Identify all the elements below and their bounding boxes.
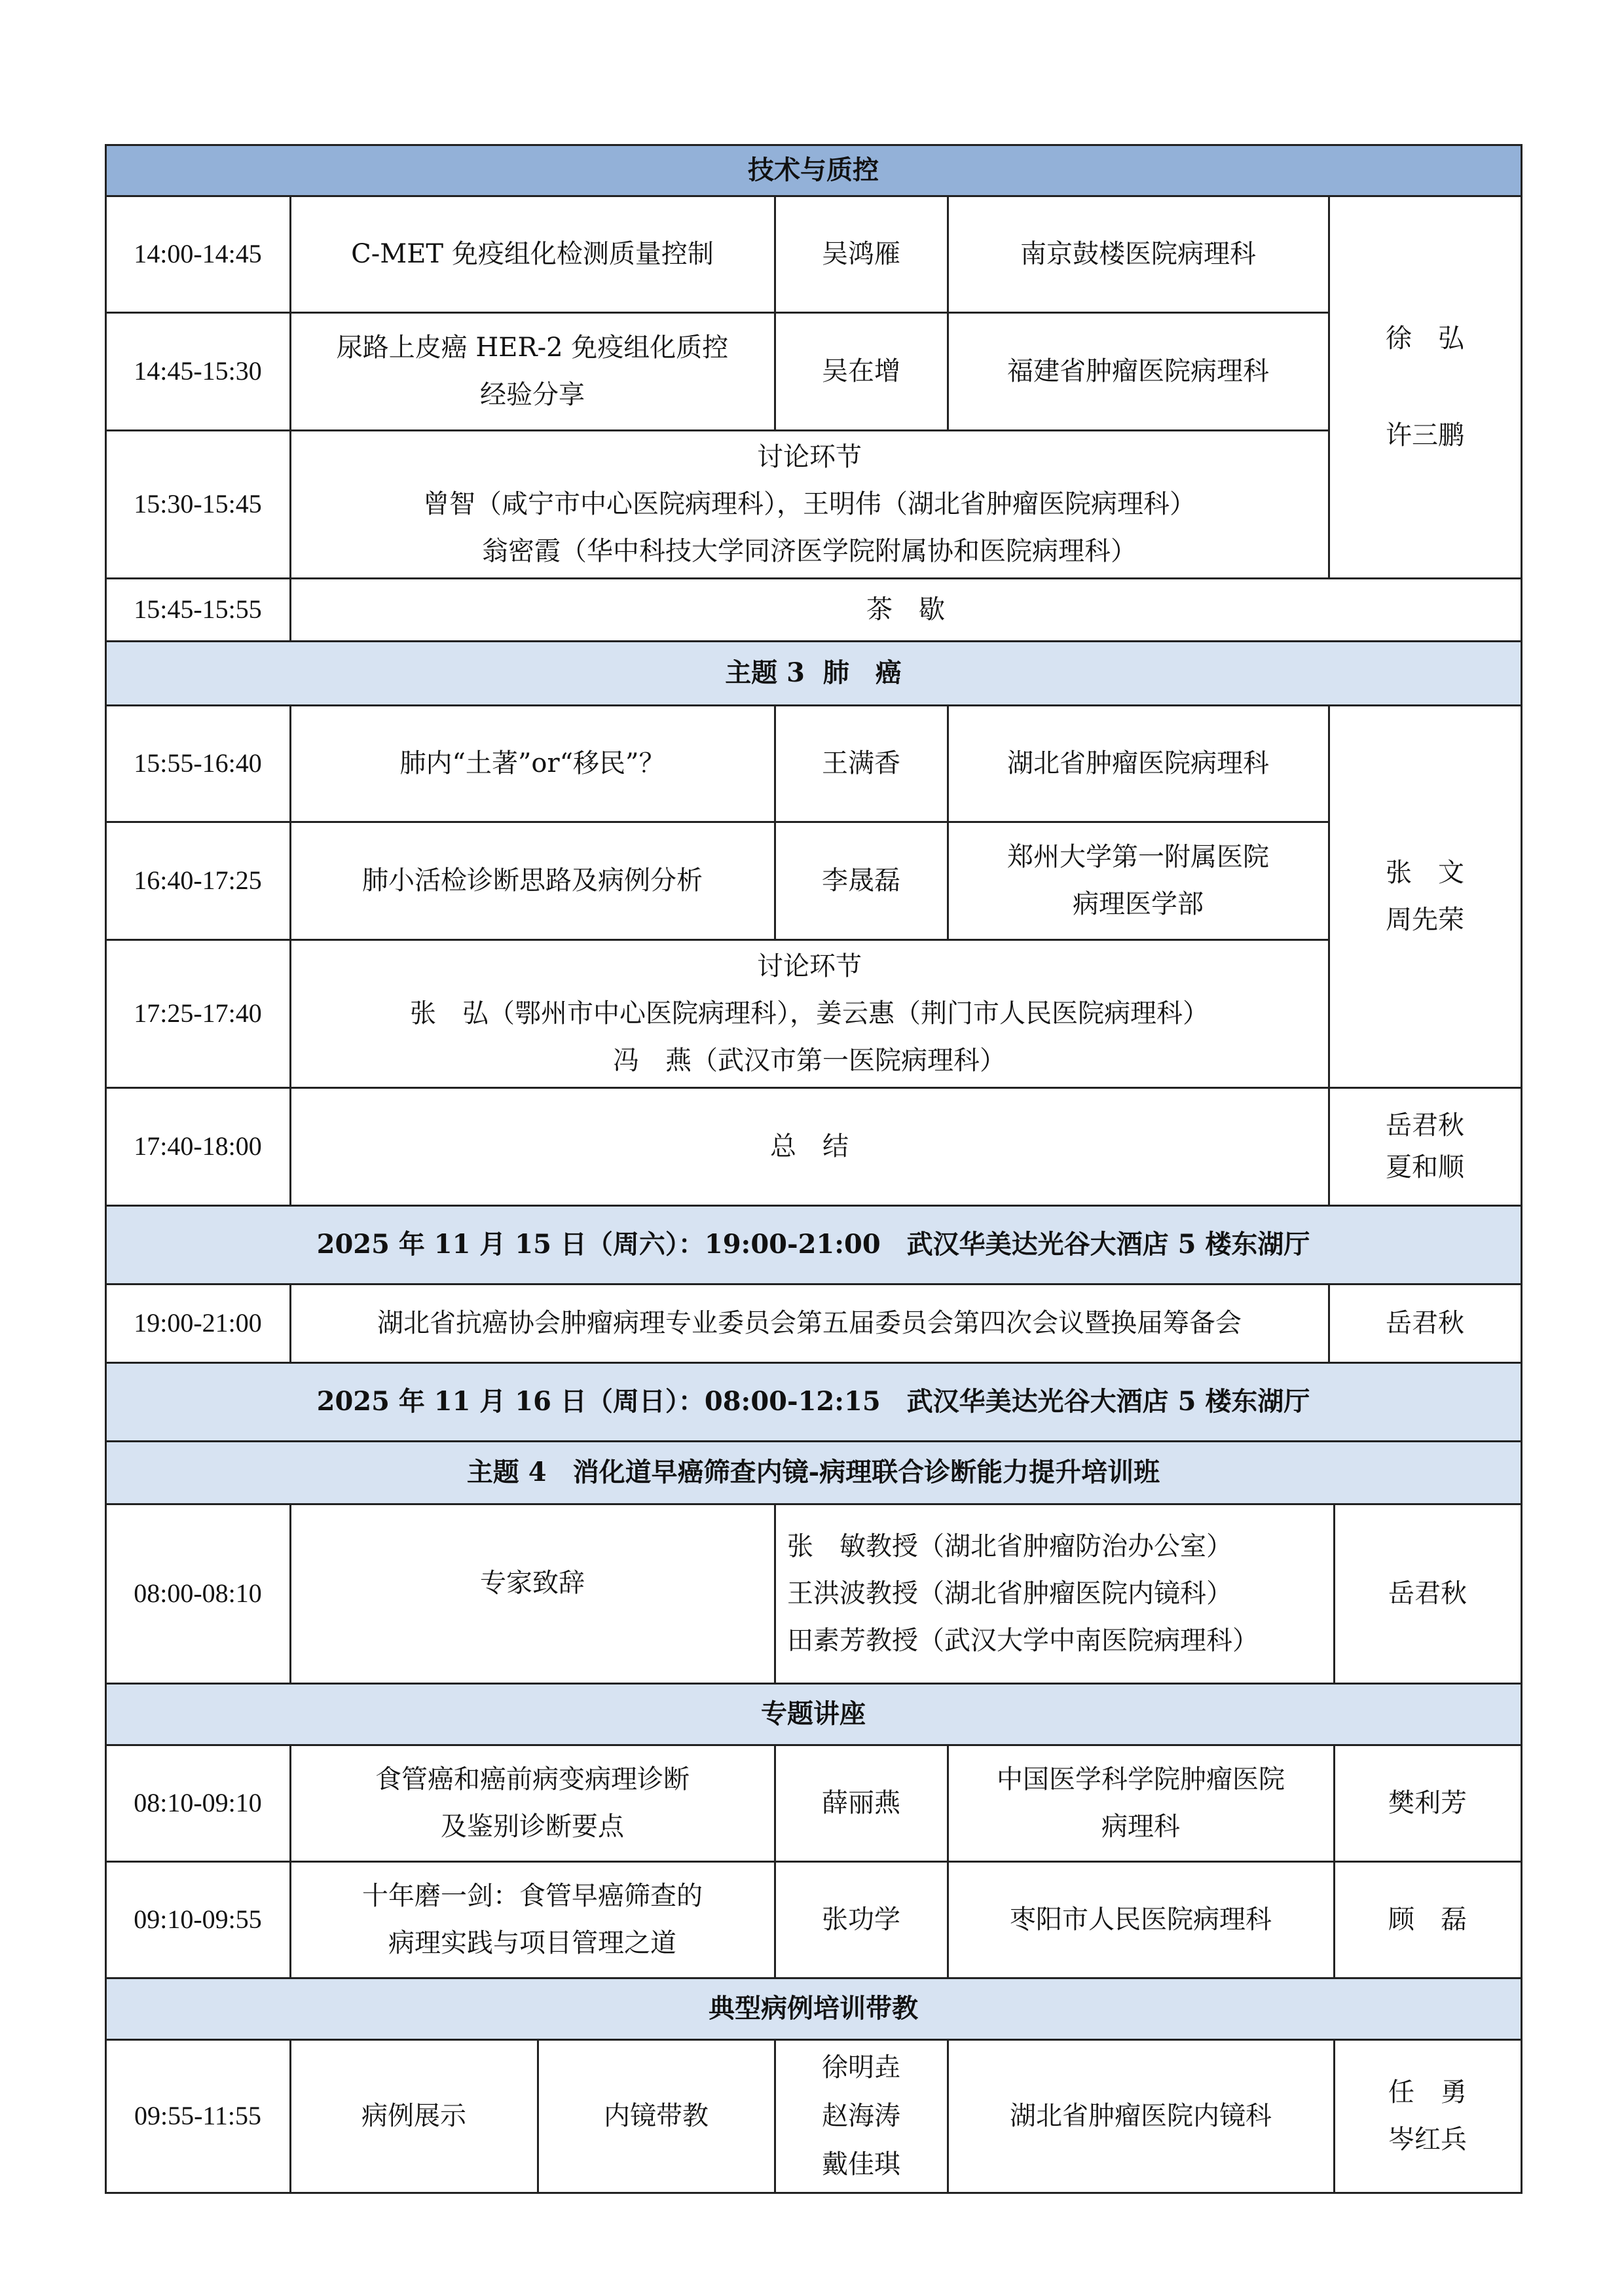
speaker-cell: 王满香 bbox=[822, 748, 900, 778]
day-banner-16: 2025 年 11 月 16 日（周日）：08:00-12:15 武汉华美达光谷大酒店 5 楼东湖厅 bbox=[316, 1386, 1310, 1417]
speaker-name: 戴佳琪 bbox=[822, 2149, 900, 2179]
topic-cell: C-MET 免疫组化检测质量控制 bbox=[351, 239, 714, 269]
institution-cell: 南京鼓楼医院病理科 bbox=[1020, 239, 1256, 269]
section-title-lecture: 专题讲座 bbox=[761, 1698, 866, 1729]
speaker-cell: 吴在增 bbox=[822, 356, 900, 386]
topic-cell bbox=[289, 1744, 775, 1862]
institution-line: 中国医学科学院肿瘤医院 bbox=[997, 1764, 1285, 1795]
section-title-case: 典型病例培训带教 bbox=[709, 1993, 918, 2024]
chair-cell bbox=[1333, 2039, 1522, 2193]
topic-line: 经验分享 bbox=[480, 380, 585, 410]
discussion-line: 曾智（咸宁市中心医院病理科），王明伟（湖北省肿瘤医院病理科） bbox=[423, 489, 1196, 519]
time-cell: 09:55-11:55 bbox=[134, 2101, 262, 2130]
topic-line: 食管癌和癌前病变病理诊断 bbox=[375, 1764, 690, 1795]
time-cell: 14:45-15:30 bbox=[134, 356, 262, 386]
time-cell: 15:45-15:55 bbox=[134, 594, 262, 624]
topic-cell: 肺内“土著”or“移民”？ bbox=[399, 748, 665, 778]
topic-line: 病理实践与项目管理之道 bbox=[388, 1928, 676, 1958]
discussion-cell bbox=[289, 429, 1329, 579]
institution-line: 郑州大学第一附属医院 bbox=[1007, 842, 1269, 872]
chair-name: 岑红兵 bbox=[1388, 2124, 1467, 2155]
section-title-gi: 主题 4 消化道早癌筛查内镜-病理联合诊断能力提升培训班 bbox=[466, 1457, 1160, 1487]
institution-cell: 湖北省肿瘤医院内镜科 bbox=[1010, 2101, 1272, 2131]
opening-speakers bbox=[774, 1503, 1335, 1684]
break-cell: 茶 歇 bbox=[866, 594, 945, 625]
topic-line: 十年磨一剑：食管早癌筛查的 bbox=[362, 1881, 703, 1911]
discussion-line: 翁密霞（华中科技大学同济医学院附属协和医院病理科） bbox=[482, 536, 1137, 566]
chair-cell bbox=[1328, 704, 1522, 1088]
speaker-cell: 张功学 bbox=[822, 1904, 900, 1935]
discussion-line: 张 弘（鄂州市中心医院病理科），姜云惠（荆门市人民医院病理科） bbox=[410, 998, 1209, 1029]
topic-line: 尿路上皮癌 HER-2 免疫组化质控 bbox=[336, 333, 729, 363]
discussion-heading: 讨论环节 bbox=[757, 442, 862, 472]
discussion-line: 冯 燕（武汉市第一医院病理科） bbox=[613, 1046, 1006, 1076]
summary-cell: 总 结 bbox=[770, 1131, 849, 1161]
topic-cell bbox=[289, 312, 775, 431]
institution-line: 病理科 bbox=[1101, 1812, 1180, 1842]
day-banner-15: 2025 年 11 月 15 日（周六）：19:00-21:00 武汉华美达光谷大酒店 5 楼东湖厅 bbox=[316, 1229, 1310, 1260]
speaker-cell: 吴鸿雁 bbox=[822, 239, 900, 269]
case-label-cell: 内镜带教 bbox=[604, 2101, 709, 2131]
speaker-cell bbox=[774, 2039, 948, 2193]
speaker-cell: 李晟磊 bbox=[822, 866, 900, 896]
speaker-name: 赵海涛 bbox=[822, 2101, 900, 2131]
speaker-cell: 薛丽燕 bbox=[822, 1788, 900, 1818]
topic-cell bbox=[289, 1861, 775, 1978]
discussion-heading: 讨论环节 bbox=[757, 951, 862, 981]
institution-line: 病理医学部 bbox=[1073, 889, 1204, 919]
time-cell: 19:00-21:00 bbox=[134, 1308, 262, 1338]
chair-name: 许三鹏 bbox=[1386, 420, 1464, 450]
time-cell: 09:10-09:55 bbox=[134, 1904, 262, 1934]
time-cell: 08:00-08:10 bbox=[134, 1578, 262, 1608]
case-label-cell: 病例展示 bbox=[361, 2101, 466, 2131]
time-cell: 17:40-18:00 bbox=[134, 1131, 262, 1161]
topic-line: 及鉴别诊断要点 bbox=[441, 1812, 624, 1842]
opening-speaker: 王洪波教授（湖北省肿瘤医院内镜科） bbox=[787, 1578, 1232, 1609]
institution-cell: 福建省肿瘤医院病理科 bbox=[1007, 356, 1269, 386]
opening-speaker: 张 敏教授（湖北省肿瘤防治办公室） bbox=[787, 1531, 1232, 1561]
chair-cell: 岳君秋 bbox=[1388, 1578, 1467, 1609]
time-cell: 15:30-15:45 bbox=[134, 489, 262, 519]
time-cell: 08:10-09:10 bbox=[134, 1788, 262, 1817]
chair-cell: 岳君秋 bbox=[1386, 1308, 1464, 1338]
time-cell: 16:40-17:25 bbox=[134, 866, 262, 895]
speaker-name: 徐明垚 bbox=[822, 2052, 900, 2083]
topic-cell: 肺小活检诊断思路及病例分析 bbox=[362, 866, 703, 896]
time-cell: 14:00-14:45 bbox=[134, 239, 262, 268]
opening-speaker: 田素芳教授（武汉大学中南医院病理科） bbox=[787, 1626, 1259, 1656]
chair-name: 任 勇 bbox=[1388, 2077, 1467, 2107]
institution-cell bbox=[947, 821, 1329, 940]
time-cell: 15:55-16:40 bbox=[134, 748, 262, 778]
event-cell: 湖北省抗癌协会肿瘤病理专业委员会第五届委员会第四次会议暨换届筹备会 bbox=[377, 1308, 1242, 1338]
chair-cell: 顾 磊 bbox=[1388, 1904, 1467, 1935]
institution-cell: 枣阳市人民医院病理科 bbox=[1010, 1904, 1272, 1935]
opening-cell: 专家致辞 bbox=[480, 1568, 585, 1598]
section-title-lung: 主题 3 肺 癌 bbox=[725, 657, 902, 688]
chair-name: 张 文 bbox=[1386, 858, 1464, 888]
institution-cell: 湖北省肿瘤医院病理科 bbox=[1007, 748, 1269, 778]
chair-name: 徐 弘 bbox=[1386, 323, 1464, 354]
institution-cell bbox=[947, 1744, 1335, 1862]
chair-name: 夏和顺 bbox=[1386, 1152, 1464, 1182]
chair-cell: 樊利芳 bbox=[1388, 1788, 1467, 1818]
time-cell: 17:25-17:40 bbox=[134, 998, 262, 1028]
chair-name: 周先荣 bbox=[1386, 905, 1464, 935]
chair-cell bbox=[1328, 195, 1522, 579]
section-title-tech: 技术与质控 bbox=[748, 155, 879, 185]
discussion-cell bbox=[289, 939, 1329, 1088]
chair-name: 岳君秋 bbox=[1386, 1110, 1464, 1140]
chair-cell bbox=[1328, 1087, 1522, 1206]
